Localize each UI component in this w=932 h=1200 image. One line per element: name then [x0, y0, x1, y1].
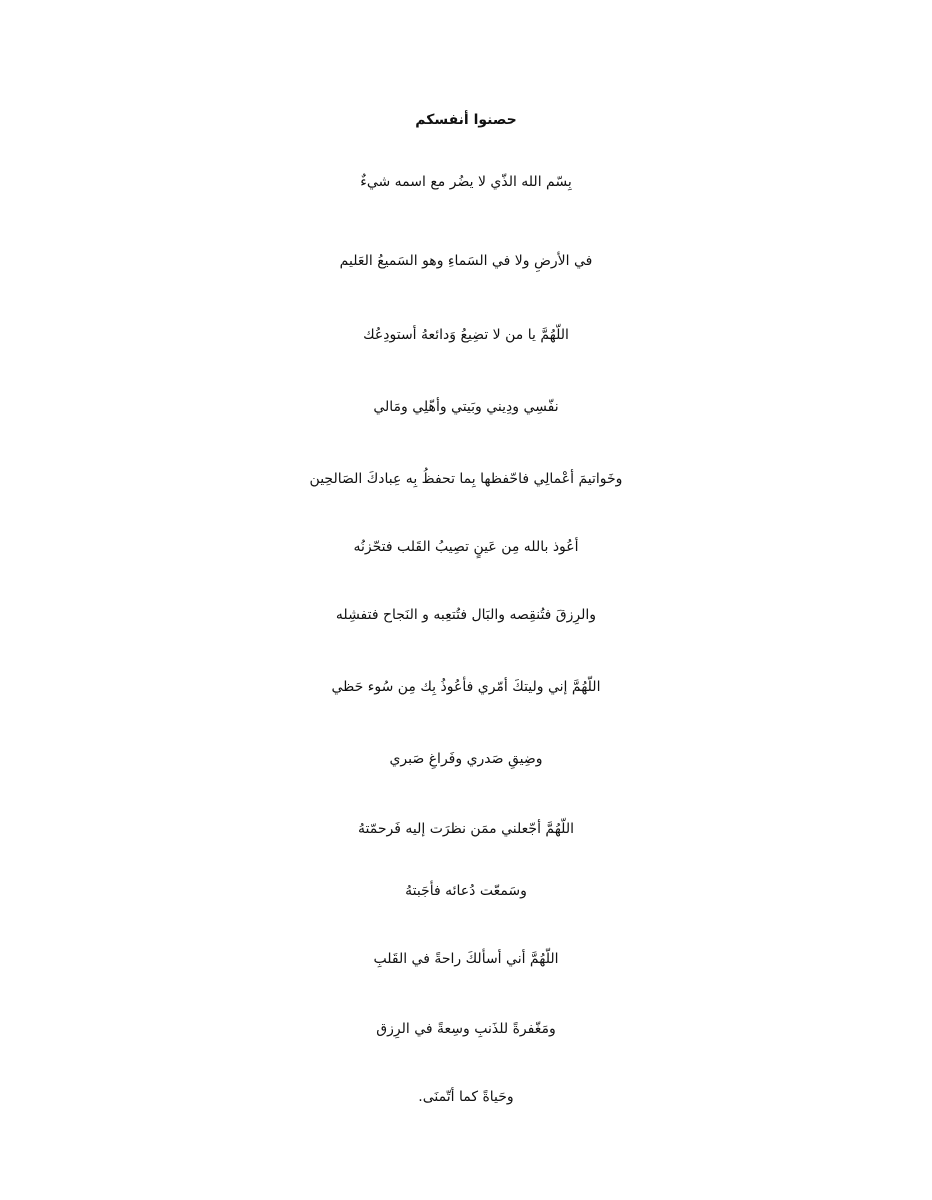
- page-title: حصنوا أنفسكم: [415, 112, 517, 128]
- dua-line-2: في الأرضِ ولا في السَماءِ وهو السَميعُ العَليم: [339, 253, 593, 269]
- dua-line-13: ومَغّفرةً للذَنبِ وسِعةً في الرِزق: [376, 1021, 556, 1037]
- dua-line-3: اللّهُمَّ يا من لا تضِيعُ وَدائعهُ أستودِعُك: [363, 327, 569, 343]
- dua-line-12: اللّهُمَّ أني أسألكَ راحةً في القَلبِ: [373, 951, 559, 967]
- dua-line-6: أعُوذ بالله مِن عَينٍ تصِيبُ القَلب فتحّزنُه: [353, 539, 579, 555]
- dua-line-5: وخَواتيمَ أعْمالِي فاحّفظها بِما تحفظُ بِه عِبادكَ الصَالحِين: [309, 471, 623, 487]
- dua-line-14: وحَياةً كما أتّمنَى.: [418, 1089, 514, 1105]
- dua-line-1: بِسّم الله الذّي لا يضُر مع اسمه شيءٌ: [360, 174, 572, 190]
- dua-line-4: نفّسِي ودِيني وبَيتي وأهّلِي ومَالي: [373, 399, 559, 415]
- dua-line-10: اللّهُمَّ أجّعلني ممَن نظرَت إليه فَرحمّتهُ: [358, 821, 574, 837]
- dua-line-9: وضِيقِ صَدري وفَراغِ صَبري: [389, 751, 543, 767]
- dua-line-8: اللّهُمَّ إني وليتكَ أمّري فأعُوذُ بِك مِن سُوء حَظي: [331, 679, 601, 695]
- dua-line-11: وسَمعّت دُعائه فأجَبتهُ: [405, 883, 527, 899]
- dua-line-7: والرِزقَ فتُنقِصه والبَال فتُتعِبه و النَجاح فتفشِله: [335, 607, 597, 623]
